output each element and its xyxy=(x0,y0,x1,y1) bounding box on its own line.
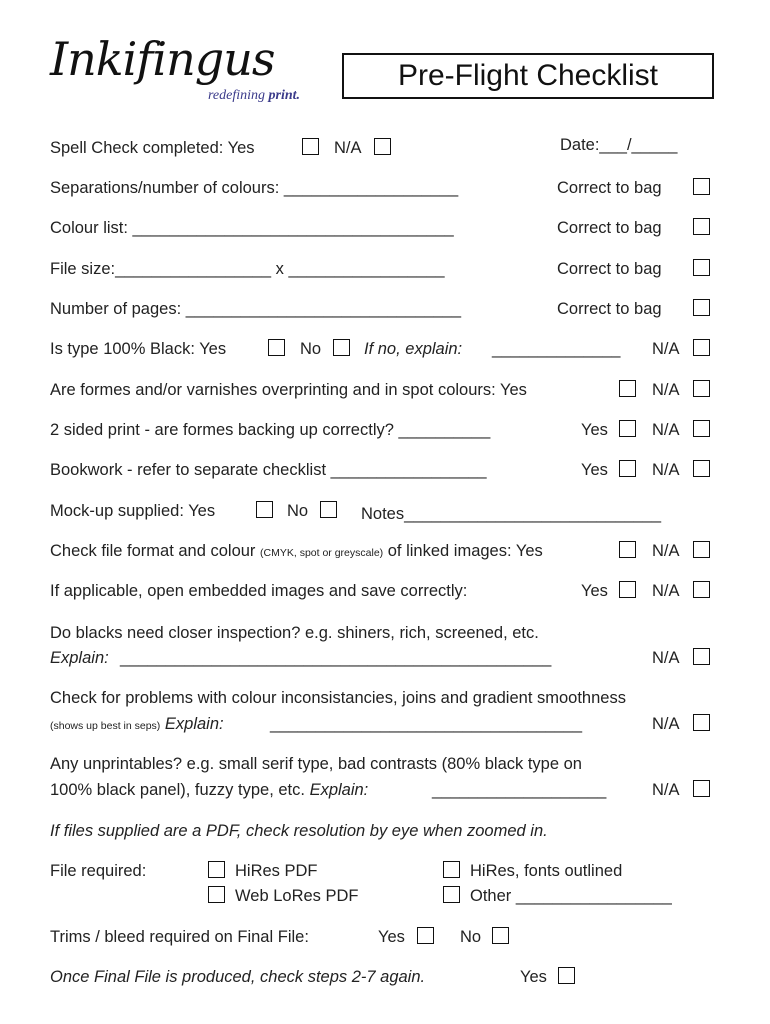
pages-label: Number of pages: ______________________________ xyxy=(50,300,462,318)
trims-no-label: No xyxy=(460,928,482,946)
pages-correct-checkbox[interactable] xyxy=(693,299,710,316)
file-format-na-label: N/A xyxy=(652,542,680,560)
file-size-label: File size:_________________ x _________________ xyxy=(50,260,445,278)
spell-na-checkbox[interactable] xyxy=(374,138,391,155)
unprintables-row2 xyxy=(50,780,368,800)
bookwork-yes-checkbox[interactable] xyxy=(619,460,636,477)
colour-problems-label: Check for problems with colour inconsistancies, joins and gradient smoothness xyxy=(50,689,626,707)
type-black-na-checkbox[interactable] xyxy=(693,339,710,356)
formes-label: Are formes and/or varnishes overprinting and in spot colours: Yes xyxy=(50,381,527,399)
mockup-no-label: No xyxy=(287,502,309,520)
two-sided-yes-label: Yes xyxy=(581,421,608,439)
blacks-explain-field[interactable]: _______________________________________________ xyxy=(120,649,552,667)
blacks-label: Do blacks need closer inspection? e.g. shiners, rich, screened, etc. xyxy=(50,624,539,642)
brand-tagline xyxy=(208,88,300,104)
file-required-label: File required: xyxy=(50,862,147,880)
unprintables-line2: 100% black panel), fuzzy type, etc. xyxy=(50,781,305,799)
separations-label: Separations/number of colours: ___________________ xyxy=(50,179,459,197)
type-black-no-checkbox[interactable] xyxy=(333,339,350,356)
colour-list-correct-checkbox[interactable] xyxy=(693,218,710,235)
colour-list-label: Colour list: ___________________________________ xyxy=(50,219,454,237)
brand-name: Inkifingus xyxy=(50,32,275,86)
formes-yes-checkbox[interactable] xyxy=(619,380,636,397)
file-size-correct-label: Correct to bag xyxy=(557,260,662,278)
bookwork-na-label: N/A xyxy=(652,461,680,479)
colour-list-correct-label: Correct to bag xyxy=(557,219,662,237)
spell-check-label: Spell Check completed: Yes xyxy=(50,139,255,157)
embedded-yes-label: Yes xyxy=(581,582,608,600)
embedded-na-checkbox[interactable] xyxy=(693,581,710,598)
unprintables-explain-field[interactable]: ___________________ xyxy=(432,781,607,799)
web-lores-checkbox[interactable] xyxy=(208,886,225,903)
two-sided-na-label: N/A xyxy=(652,421,680,439)
colour-problems-small: (shows up best in seps) xyxy=(50,720,161,732)
mockup-label: Mock-up supplied: Yes xyxy=(50,502,216,520)
trims-yes-label: Yes xyxy=(378,928,405,946)
type-black-yes-checkbox[interactable] xyxy=(268,339,285,356)
bookwork-na-checkbox[interactable] xyxy=(693,460,710,477)
colour-problems-explain-field[interactable]: __________________________________ xyxy=(270,715,583,733)
date-field[interactable]: Date:___/_____ xyxy=(560,136,678,154)
blacks-explain-label: Explain: xyxy=(50,649,109,667)
final-yes-label: Yes xyxy=(520,968,547,986)
type-black-explain-label: If no, explain: xyxy=(364,340,463,358)
unprintables-na-label: N/A xyxy=(652,781,680,799)
pages-correct-label: Correct to bag xyxy=(557,300,662,318)
other-field[interactable]: Other _________________ xyxy=(470,887,672,905)
type-black-no-label: No xyxy=(300,340,322,358)
blacks-na-checkbox[interactable] xyxy=(693,648,710,665)
bookwork-label: Bookwork - refer to separate checklist _________________ xyxy=(50,461,487,479)
colour-problems-row2 xyxy=(50,714,224,736)
tagline-prefix: redefining xyxy=(208,88,266,103)
trims-label: Trims / bleed required on Final File: xyxy=(50,928,309,946)
separations-correct-label: Correct to bag xyxy=(557,179,662,197)
blacks-na-label: N/A xyxy=(652,649,680,667)
file-format-label-b: of linked images: Yes xyxy=(387,542,543,560)
formes-na-checkbox[interactable] xyxy=(693,380,710,397)
hires-pdf-label: HiRes PDF xyxy=(235,862,318,880)
spell-yes-checkbox[interactable] xyxy=(302,138,319,155)
file-format-label-a: Check file format and colour xyxy=(50,542,256,560)
file-format-small: (CMYK, spot or greyscale) xyxy=(260,547,384,559)
bookwork-yes-label: Yes xyxy=(581,461,608,479)
final-yes-checkbox[interactable] xyxy=(558,967,575,984)
two-sided-na-checkbox[interactable] xyxy=(693,420,710,437)
embedded-label: If applicable, open embedded images and save correctly: xyxy=(50,582,468,600)
two-sided-yes-checkbox[interactable] xyxy=(619,420,636,437)
web-lores-label: Web LoRes PDF xyxy=(235,887,359,905)
separations-correct-checkbox[interactable] xyxy=(693,178,710,195)
mockup-no-checkbox[interactable] xyxy=(320,501,337,518)
file-size-correct-checkbox[interactable] xyxy=(693,259,710,276)
hires-outlined-label: HiRes, fonts outlined xyxy=(470,862,623,880)
unprintables-na-checkbox[interactable] xyxy=(693,780,710,797)
embedded-yes-checkbox[interactable] xyxy=(619,581,636,598)
tagline-bold: print. xyxy=(268,88,301,103)
colour-problems-explain-label: Explain: xyxy=(164,715,224,733)
other-checkbox[interactable] xyxy=(443,886,460,903)
file-format-row xyxy=(50,541,543,563)
hires-pdf-checkbox[interactable] xyxy=(208,861,225,878)
embedded-na-label: N/A xyxy=(652,582,680,600)
file-format-yes-checkbox[interactable] xyxy=(619,541,636,558)
mockup-yes-checkbox[interactable] xyxy=(256,501,273,518)
trims-yes-checkbox[interactable] xyxy=(417,927,434,944)
formes-na-label: N/A xyxy=(652,381,680,399)
type-black-explain-field[interactable]: ______________ xyxy=(492,340,621,358)
type-black-na-label: N/A xyxy=(652,340,680,358)
file-format-na-checkbox[interactable] xyxy=(693,541,710,558)
unprintables-explain-label: Explain: xyxy=(309,781,369,799)
pdf-note: If files supplied are a PDF, check resolution by eye when zoomed in. xyxy=(50,822,548,840)
mockup-notes-field[interactable]: Notes____________________________ xyxy=(361,505,662,523)
two-sided-label: 2 sided print - are formes backing up correctly? __________ xyxy=(50,421,491,439)
hires-outlined-checkbox[interactable] xyxy=(443,861,460,878)
brand-logo xyxy=(50,34,274,84)
colour-problems-na-checkbox[interactable] xyxy=(693,714,710,731)
page-title: Pre-Flight Checklist xyxy=(342,53,714,99)
colour-problems-na-label: N/A xyxy=(652,715,680,733)
unprintables-label: Any unprintables? e.g. small serif type, bad contrasts (80% black type on xyxy=(50,755,582,773)
spell-na-label: N/A xyxy=(334,139,362,157)
trims-no-checkbox[interactable] xyxy=(492,927,509,944)
type-black-label: Is type 100% Black: Yes xyxy=(50,340,227,358)
final-file-note: Once Final File is produced, check steps 2-7 again. xyxy=(50,968,426,986)
